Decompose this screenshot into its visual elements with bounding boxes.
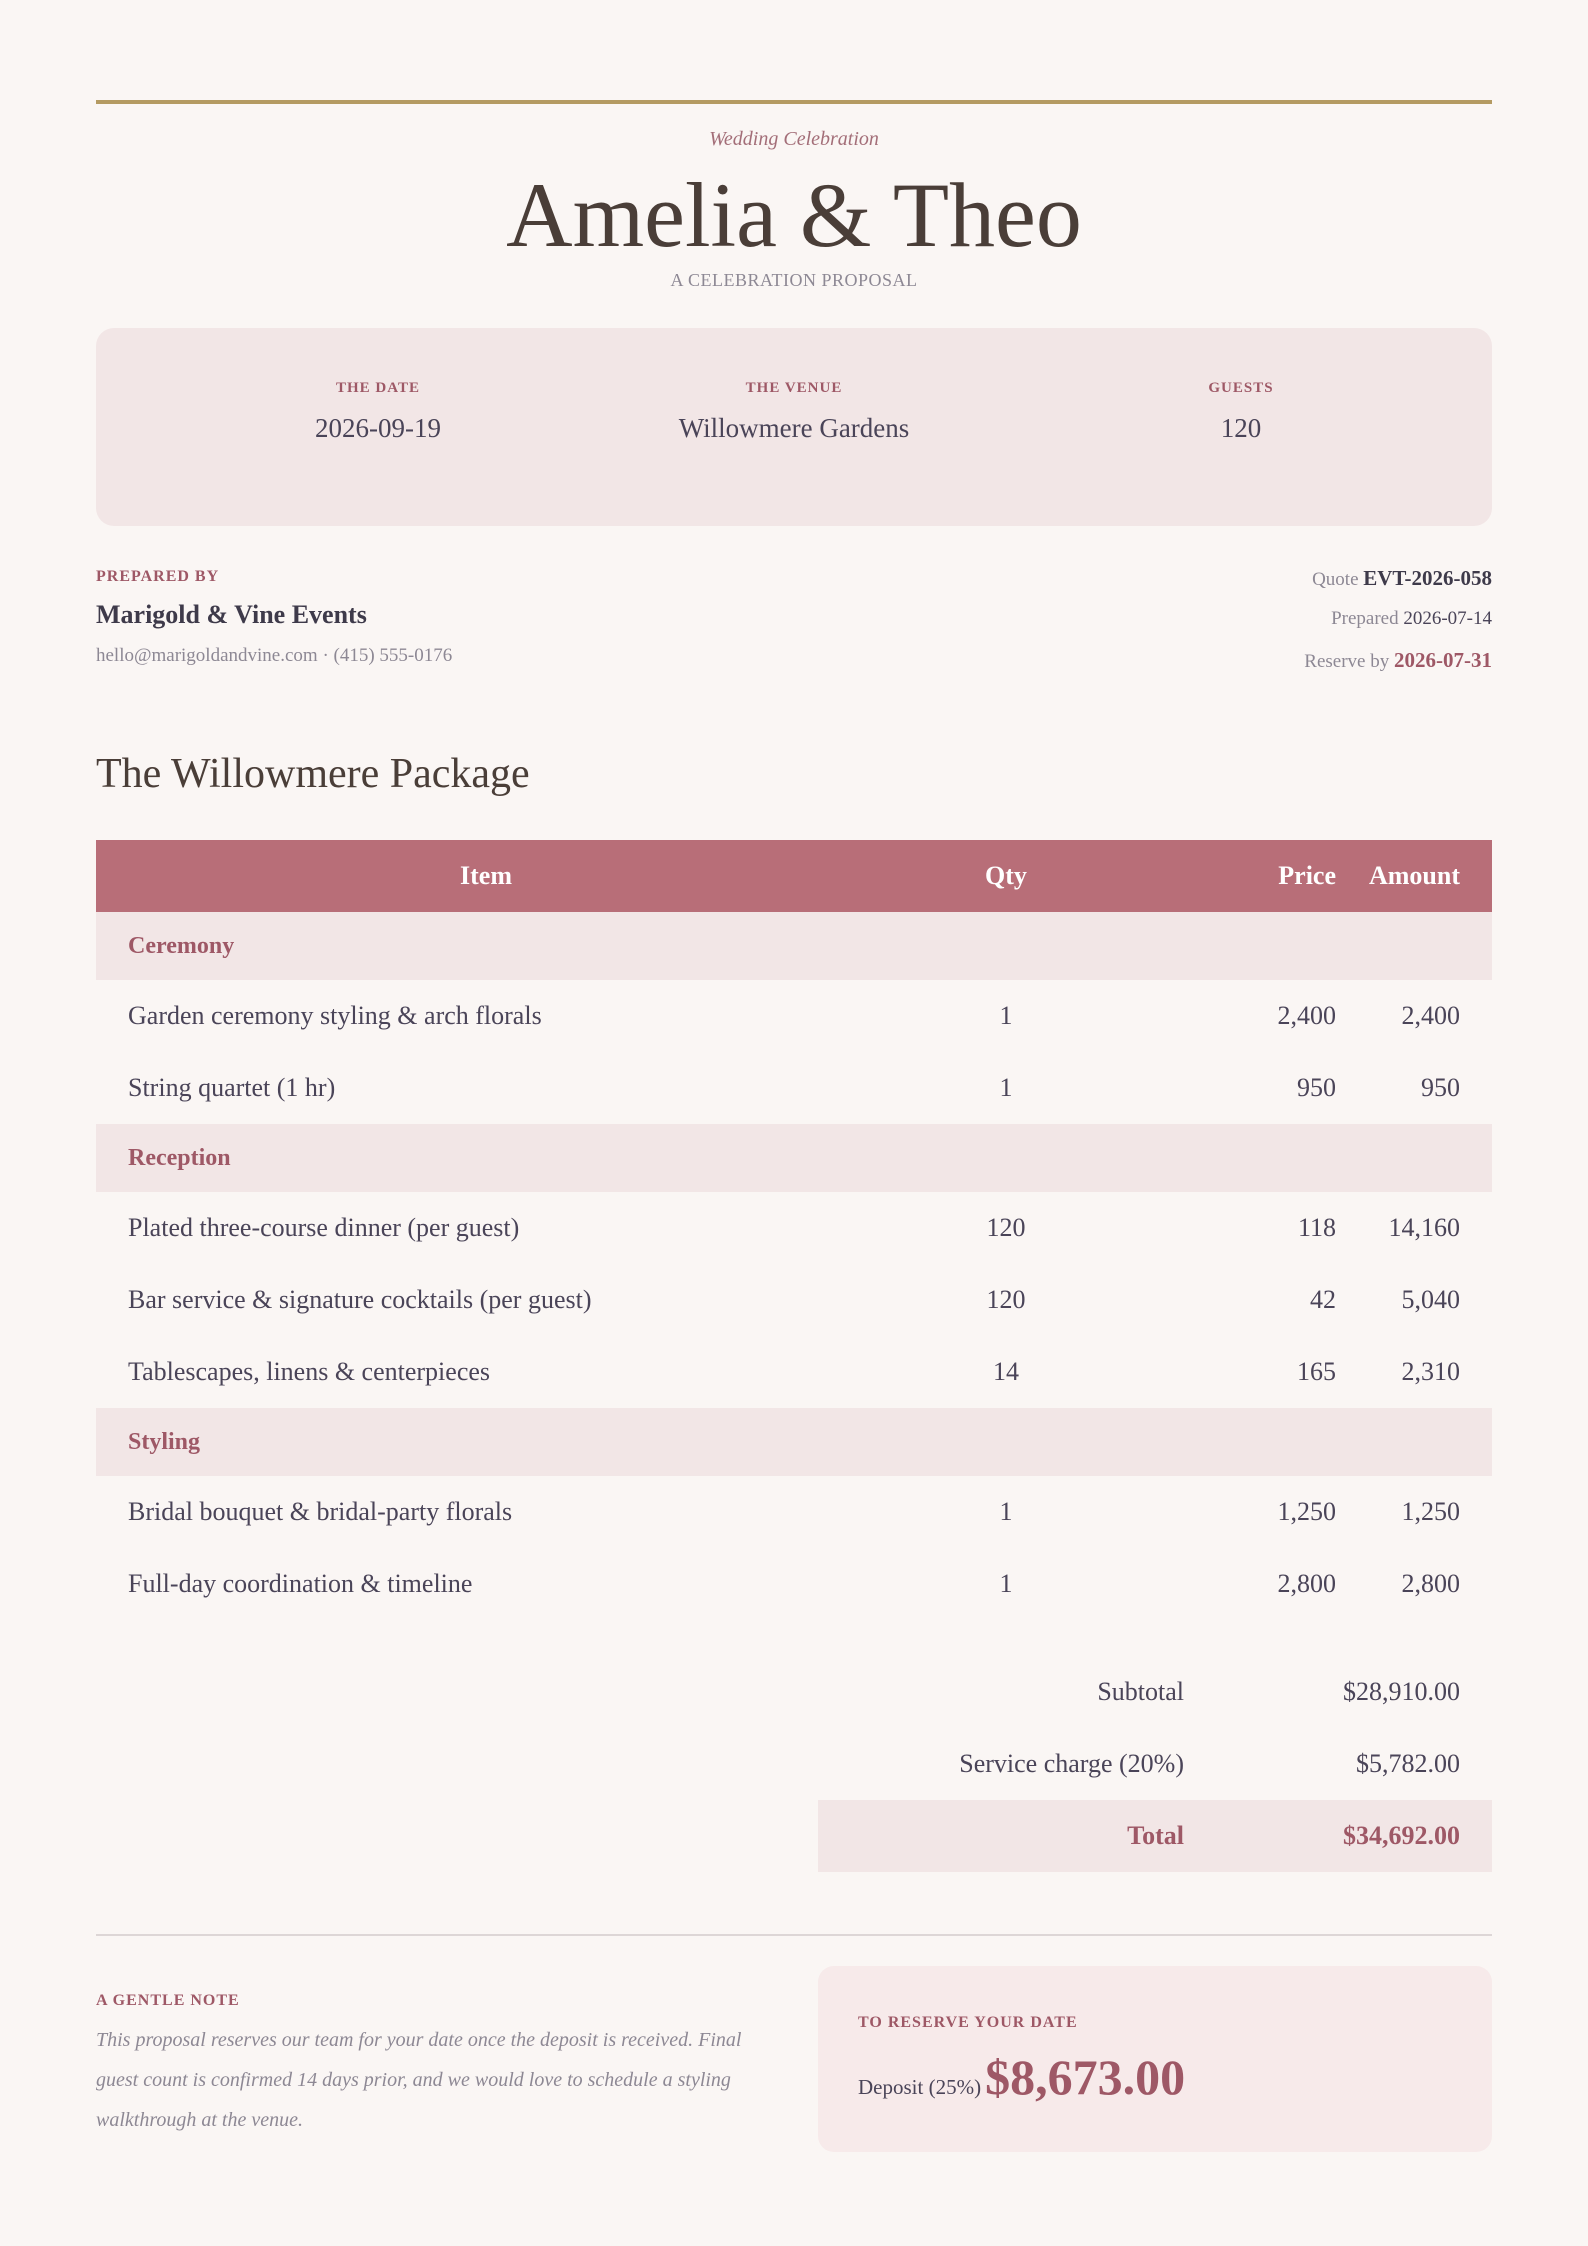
row-item: Tablescapes, linens & centerpieces bbox=[128, 1357, 491, 1386]
package-title: The Willowmere Package bbox=[96, 751, 530, 797]
guests-value: 120 bbox=[1220, 413, 1262, 443]
guests-label: GUESTS bbox=[1208, 380, 1274, 396]
subtotal-row bbox=[818, 1656, 1492, 1728]
row-price: 2,800 bbox=[1277, 1569, 1336, 1598]
subtotal-value: $28,910.00 bbox=[1343, 1677, 1460, 1706]
totals-block bbox=[818, 1656, 1492, 1872]
quote-value: EVT-2026-058 bbox=[1363, 566, 1492, 590]
header-price: Price bbox=[1278, 861, 1336, 890]
row-price: 118 bbox=[1297, 1213, 1336, 1242]
row-qty: 14 bbox=[993, 1357, 1019, 1386]
quote-number bbox=[1312, 566, 1492, 591]
detail-guests bbox=[1041, 380, 1441, 444]
detail-date bbox=[178, 380, 578, 444]
header-qty: Qty bbox=[985, 861, 1027, 890]
row-amount: 14,160 bbox=[1388, 1213, 1460, 1242]
total-row bbox=[818, 1800, 1492, 1872]
section-label: Styling bbox=[128, 1429, 201, 1455]
row-price: 1,250 bbox=[1277, 1497, 1336, 1526]
section-row bbox=[96, 912, 1492, 980]
deposit-heading: TO RESERVE YOUR DATE bbox=[858, 2014, 1078, 2031]
row-item: Plated three-course dinner (per guest) bbox=[128, 1213, 520, 1242]
table-row bbox=[96, 1264, 1492, 1336]
reserve-value: 2026-07-31 bbox=[1394, 648, 1492, 672]
row-item: Bridal bouquet & bridal-party florals bbox=[128, 1497, 513, 1526]
event-details-box bbox=[96, 328, 1492, 526]
section-row bbox=[96, 1124, 1492, 1192]
row-amount: 2,800 bbox=[1401, 1569, 1460, 1598]
row-item: Full-day coordination & timeline bbox=[128, 1569, 473, 1598]
section-label: Ceremony bbox=[128, 933, 235, 959]
table-row bbox=[96, 1476, 1492, 1548]
table-row bbox=[96, 980, 1492, 1052]
row-amount: 5,040 bbox=[1401, 1285, 1460, 1314]
proposal-page bbox=[96, 0, 1492, 2246]
section-row bbox=[96, 1408, 1492, 1476]
reserve-label: Reserve by bbox=[1304, 651, 1390, 672]
date-value: 2026-09-19 bbox=[315, 413, 441, 443]
proposal-subtitle: A CELEBRATION PROPOSAL bbox=[670, 270, 918, 290]
row-price: 2,400 bbox=[1277, 1001, 1336, 1030]
deposit-value: $8,673.00 bbox=[985, 2049, 1186, 2105]
detail-venue bbox=[594, 380, 994, 444]
row-qty: 1 bbox=[999, 1001, 1013, 1030]
top-gold-rule bbox=[96, 100, 1492, 104]
planner-contact: hello@marigoldandvine.com · (415) 555-0176 bbox=[96, 645, 453, 666]
row-amount: 1,250 bbox=[1401, 1497, 1460, 1526]
prepared-by-label: PREPARED BY bbox=[96, 568, 220, 585]
total-label: Total bbox=[1127, 1821, 1184, 1850]
table-row bbox=[96, 1192, 1492, 1264]
table-row bbox=[96, 1336, 1492, 1408]
note-label: A GENTLE NOTE bbox=[96, 1992, 240, 2009]
header-item: Item bbox=[460, 861, 512, 890]
table-body bbox=[96, 912, 1492, 1620]
row-amount: 2,310 bbox=[1401, 1357, 1460, 1386]
footer-divider bbox=[96, 1934, 1492, 1936]
total-value: $34,692.00 bbox=[1343, 1821, 1460, 1850]
deposit-box bbox=[818, 1966, 1492, 2152]
service-label: Service charge (20%) bbox=[959, 1749, 1184, 1778]
service-value: $5,782.00 bbox=[1356, 1749, 1460, 1778]
quote-label: Quote bbox=[1312, 569, 1359, 590]
deposit-row bbox=[858, 2048, 1185, 2106]
planner-name: Marigold & Vine Events bbox=[96, 600, 367, 629]
row-price: 165 bbox=[1297, 1357, 1336, 1386]
prepared-date bbox=[1331, 608, 1492, 630]
deposit-label: Deposit (25%) bbox=[858, 2075, 982, 2099]
row-qty: 120 bbox=[986, 1285, 1026, 1314]
row-qty: 1 bbox=[999, 1569, 1013, 1598]
table-header bbox=[96, 840, 1492, 912]
section-label: Reception bbox=[128, 1145, 231, 1171]
reserve-by-date bbox=[1304, 648, 1492, 673]
couple-names: Amelia & Theo bbox=[506, 164, 1082, 266]
line-items-table bbox=[96, 840, 1492, 1620]
prepared-value: 2026-07-14 bbox=[1403, 608, 1492, 629]
row-item: String quartet (1 hr) bbox=[128, 1073, 336, 1102]
row-amount: 950 bbox=[1421, 1073, 1460, 1102]
header-amount: Amount bbox=[1368, 861, 1460, 890]
row-qty: 120 bbox=[986, 1213, 1026, 1242]
date-label: THE DATE bbox=[336, 380, 420, 396]
row-price: 950 bbox=[1297, 1073, 1336, 1102]
prepared-label: Prepared bbox=[1331, 608, 1399, 629]
venue-label: THE VENUE bbox=[745, 380, 843, 396]
note-text: This proposal reserves our team for your date once the deposit is received. Final guest count is confirmed 14 days prior, and we would love to schedule a styling walkthrough at the venue. bbox=[96, 2029, 742, 2131]
table-row bbox=[96, 1548, 1492, 1620]
row-amount: 2,400 bbox=[1401, 1001, 1460, 1030]
row-item: Bar service & signature cocktails (per guest) bbox=[128, 1285, 592, 1314]
row-price: 42 bbox=[1310, 1285, 1336, 1314]
table-row bbox=[96, 1052, 1492, 1124]
service-charge-row bbox=[818, 1728, 1492, 1800]
row-item: Garden ceremony styling & arch florals bbox=[128, 1001, 542, 1030]
row-qty: 1 bbox=[999, 1497, 1013, 1526]
venue-value: Willowmere Gardens bbox=[678, 413, 910, 443]
header-kicker: Wedding Celebration bbox=[709, 128, 879, 150]
subtotal-label: Subtotal bbox=[1097, 1677, 1184, 1706]
row-qty: 1 bbox=[999, 1073, 1013, 1102]
